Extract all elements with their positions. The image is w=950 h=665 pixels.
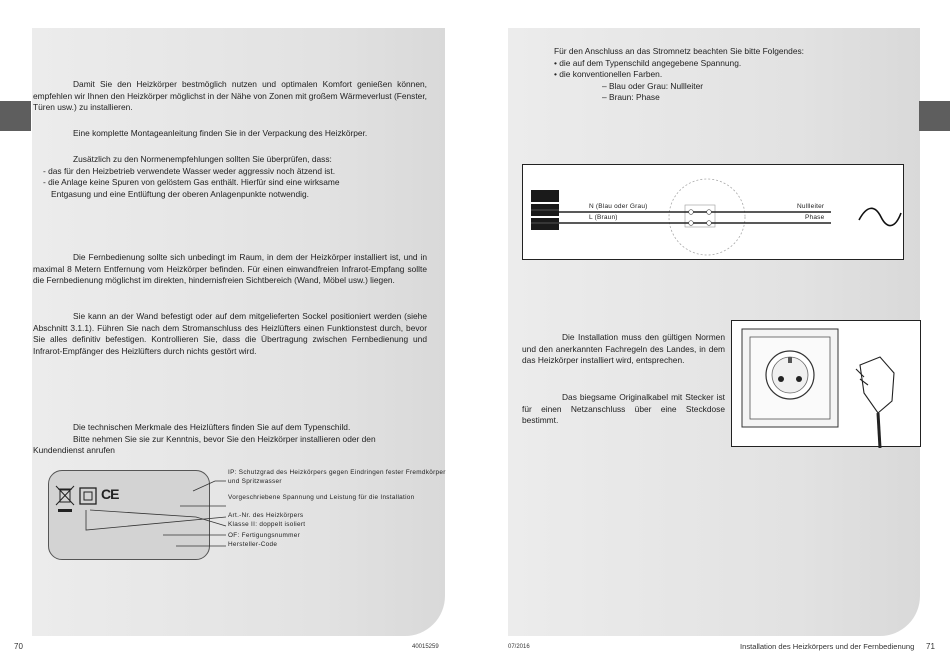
junction-box-icon [669,179,745,255]
power-dash-neutral: – Blau oder Grau: Nullleiter [602,80,704,91]
remote-mounting-paragraph: Sie kann an der Wand befestigt oder auf dem mitgelieferten Sockel positioniert werden (siehe Abschnitt 3.1.1). Führen Sie nach dem Stromanschluss des Heizlüfters einen Funktionstest durch, bevor Sie alles definitiv befestigen. Kontrollieren Sie, dass die Übertragung zwischen Fernbedienung und Infrarot-Empfänger des Heizlüfters durch nichts gestört wird. [33,311,427,356]
right-page-number: 71 [926,642,935,651]
water-check-item-2-cont: Entgasung und eine Entlüftung der oberen Anlagenpunkte notwendig. [51,188,309,199]
power-connection-paragraph [554,46,894,104]
type-plate-paragraph [33,422,427,457]
power-plug-icon [856,357,894,448]
plate-label-manufacturer: Hersteller-Code [228,541,278,548]
water-check-item-1: - das für den Heizbetrieb verwendete Wasser weder aggressiv noch ätzend ist. [43,165,336,176]
water-check-intro: Zusätzlich zu den Normenempfehlungen sollten Sie überprüfen, dass: [73,154,332,164]
type-plate-line-2: Bitte nehmen Sie sie zur Kenntnis, bevor Sie den Heizkörper installieren oder den Kundendienst anrufen [33,433,376,456]
cable-plug-paragraph: Das biegsame Originalkabel mit Stecker ist für einen Netzanschluss über eine Steckdose bestimmt. [522,392,725,426]
wire-label-neutral: Nullleiter [797,203,825,210]
installation-norms-paragraph: Die Installation muss den gültigen Normen und den anerkannten Fachregeln des Landes, in dem das Heizkörper installiert wird, entsprechen. [522,332,725,366]
power-bullet-voltage: • die auf dem Typenschild angegebene Spannung. [554,57,742,68]
wiring-diagram [522,164,904,260]
heater-icon [531,190,559,230]
right-footer-title: Installation des Heizkörpers und der Fernbedienung [740,642,915,651]
wire-label-phase: Phase [805,214,825,221]
wiring-graphics [523,165,905,261]
socket-illustration [731,320,921,447]
document-code: 40015259 [412,644,439,650]
plate-label-voltage: Vorgeschriebene Spannung und Leistung für die Installation [228,494,415,501]
left-page-number: 70 [14,642,23,651]
edition-date: 07/2016 [508,644,530,650]
remote-range-paragraph: Die Fernbedienung sollte sich unbedingt im Raum, in dem der Heizkörper installiert ist, und in maximal 8 Metern Entfernung vom Heizkörper befinden. Für einen einwandfreien Infrarot-Empfang sollte die Fernbedienung möglichst im direkten, hindernisfreien Sichtbereich (Wand, Möbel usw.) liegen. [33,252,427,286]
placement-paragraph: Damit Sie den Heizkörper bestmöglich nutzen und optimalen Komfort genießen können, empfehlen wir Ihnen den Heizkörper möglichst in der Nähe von Zonen mit großem Wärmeverlust (Fenster, Türen usw.) zu installieren. [33,79,427,113]
type-plate-diagram [48,470,210,560]
weee-bin-icon [56,486,74,505]
power-intro: Für den Anschluss an das Stromnetz beachten Sie bitte Folgendes: [554,46,805,56]
ac-mains-icon [859,208,901,225]
socket-graphics [732,321,922,448]
water-check-paragraph [33,154,427,200]
water-check-item-2: - die Anlage keine Spuren von gelöstem Gas enthält. Hierfür sind eine wirksame [43,177,340,188]
left-chapter-tab [0,101,31,131]
right-chapter-tab [919,101,950,131]
ce-mark: CE [101,486,119,502]
plate-label-of: OF: Fertigungsnummer [228,532,301,539]
plate-label-class-ii: Klasse II: doppelt isoliert [228,521,306,528]
wire-label-n: N (Blau oder Grau) [589,203,648,210]
plate-label-article: Art.-Nr. des Heizkörpers [228,512,304,519]
weee-bar-icon [58,509,72,512]
mounting-instructions-paragraph: Eine komplette Montageanleitung finden Sie in der Verpackung des Heizkörper. [73,128,368,138]
power-dash-phase: – Braun: Phase [602,92,660,103]
type-plate-line-1: Die technischen Merkmale des Heizlüfters finden Sie auf dem Typenschild. [73,422,351,432]
plate-icons [49,471,211,561]
power-bullet-colors: • die konventionellen Farben. [554,69,663,80]
class-ii-icon [80,488,96,504]
wire-label-l: L (Braun) [589,214,618,221]
wall-socket-icon [742,329,838,427]
plate-label-ip: IP: Schutzgrad des Heizkörpers gegen Eindringen fester Fremdkörper und Spritzwasser [228,469,446,485]
